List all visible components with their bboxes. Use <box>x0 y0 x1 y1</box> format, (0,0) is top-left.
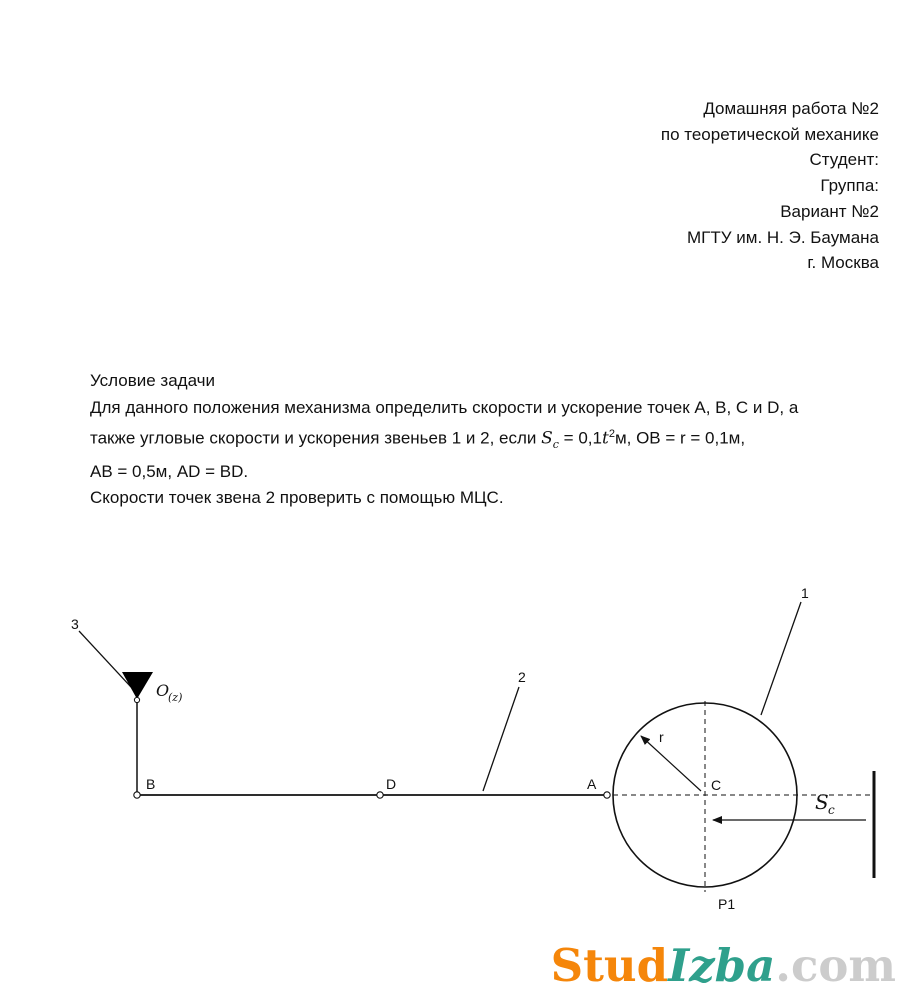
point-c-label: C <box>711 777 722 793</box>
task-line-2-text: также угловые скорости и ускорения звеньев 1 и 2, если <box>90 428 542 448</box>
joint-b <box>134 792 140 798</box>
header-line-title: Домашняя работа №2 <box>703 99 879 118</box>
point-a-label: A <box>587 776 597 792</box>
studizba-logo <box>551 939 896 992</box>
formula-s-subscript: c <box>552 438 559 452</box>
header-line-variant: Вариант №2 <box>780 201 879 221</box>
origin-o-subscript: (z) <box>168 691 183 704</box>
point-d-label: D <box>386 776 397 792</box>
header-line-subject: по теоретической механике <box>660 124 879 144</box>
origin-o-label: O <box>156 681 170 700</box>
header-block <box>661 96 879 276</box>
task-line-3: АВ = 0,5м, AD = BD. <box>90 461 249 481</box>
mechanism-svg <box>0 580 924 925</box>
task-line-1: Для данного положения механизма определить скорости и ускорение точек A, B, C и D, а <box>90 397 799 417</box>
pivot-o-joint <box>134 697 139 702</box>
formula-t-superscript: 2 <box>608 428 615 440</box>
radius-label: r <box>659 729 664 745</box>
task-title: Условие задачи <box>90 371 216 390</box>
radius-arrow <box>641 736 701 791</box>
header-line-city: г. Москва <box>807 253 879 273</box>
formula-t-symbol: t <box>601 428 609 449</box>
sc-label: S <box>815 790 829 814</box>
joint-a <box>604 792 610 798</box>
link2-label: 2 <box>518 669 526 685</box>
header-line-group: Группа: <box>820 176 879 196</box>
formula-tail-text: м, ОВ = r = 0,1м, <box>614 428 746 448</box>
logo-stud-text: Stud <box>550 939 669 992</box>
joint-d <box>377 792 383 798</box>
pole-p1-label: P1 <box>718 896 736 912</box>
task-line-4: Скорости точек звена 2 проверить с помощью МЦС. <box>90 488 504 508</box>
sc-label-subscript: c <box>828 803 835 817</box>
mechanism-diagram <box>0 580 924 930</box>
formula-equals-value: = 0,1 <box>558 428 602 448</box>
task-block <box>90 368 850 512</box>
link3-leader-line <box>79 631 131 687</box>
link1-leader-line <box>761 602 801 715</box>
logo-com-text: .com <box>775 939 896 992</box>
header-line-university: МГТУ им. Н. Э. Баумана <box>686 227 879 247</box>
formula-s-symbol: S <box>541 428 553 449</box>
point-b-label: B <box>146 776 156 792</box>
link1-label: 1 <box>801 585 809 601</box>
link3-label: 3 <box>71 616 79 632</box>
fixed-support-icon <box>122 672 153 699</box>
link2-leader-line <box>483 687 519 791</box>
task-line-2 <box>90 421 850 459</box>
logo-izba-text: Izba <box>668 939 776 992</box>
header-line-student: Студент: <box>809 150 879 170</box>
